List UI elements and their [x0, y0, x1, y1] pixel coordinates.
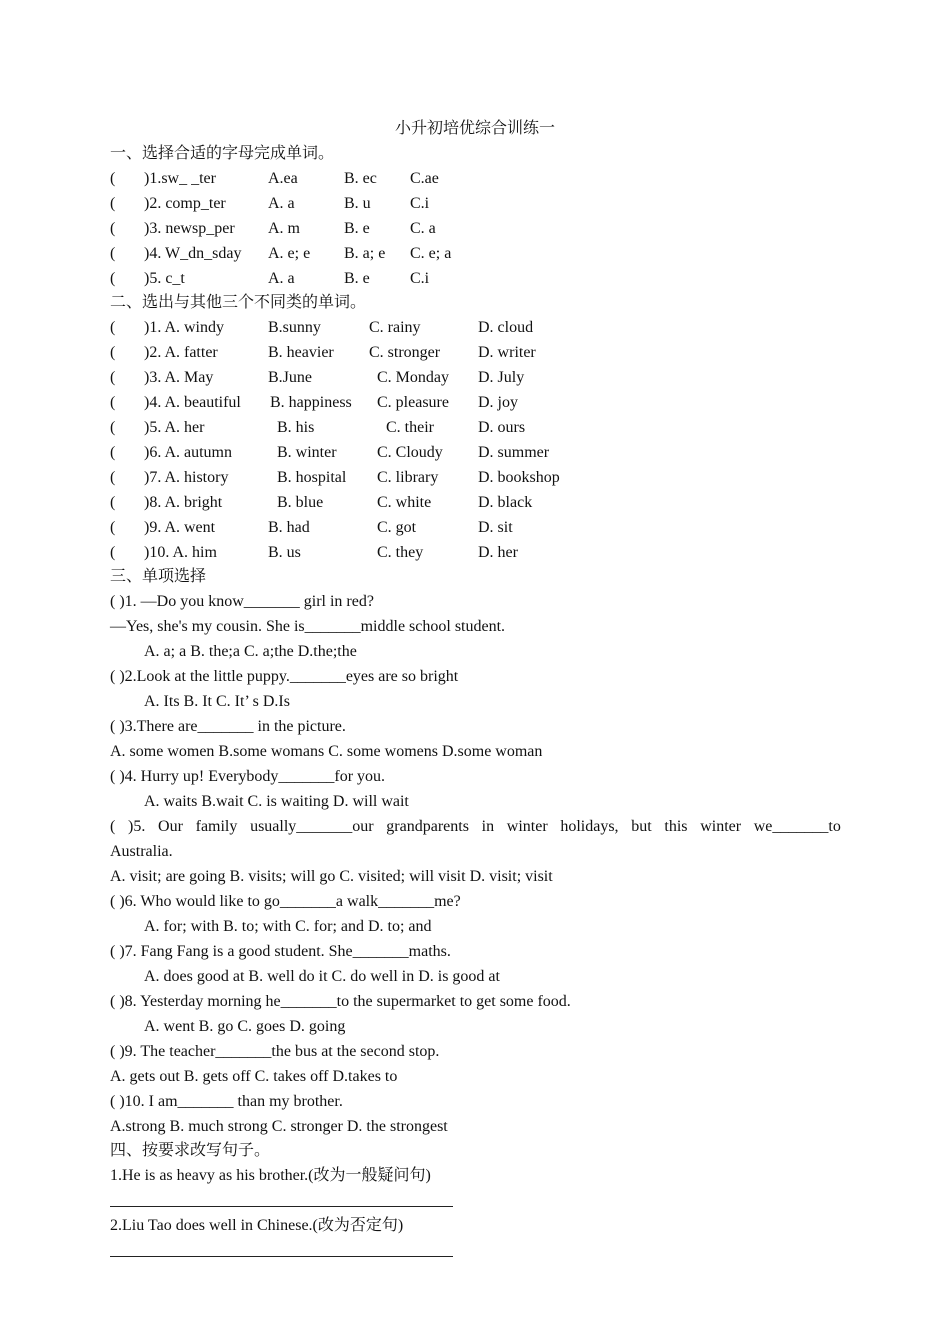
question-3-9-options: A. gets out B. gets off C. takes off D.takes to — [110, 1068, 398, 1085]
item-q: )2. comp_ter — [144, 195, 226, 212]
item-b: B. winter — [277, 444, 337, 461]
question-3-5-word: this — [664, 818, 688, 835]
item-b: B. happiness — [270, 394, 352, 411]
item-q: )10. A. him — [144, 544, 217, 561]
question-3-5-continued: Australia. — [110, 843, 173, 860]
question-3-1-options: A. a; a B. the;a C. a;the D.the;the — [144, 643, 357, 660]
item-b: B. blue — [277, 494, 324, 511]
item-b: B.sunny — [268, 319, 321, 336]
item-q: )5. A. her — [144, 419, 205, 436]
item-q: )3. newsp_per — [144, 220, 235, 237]
question-3-1-reply: —Yes, she's my cousin. She is_______middle school student. — [110, 618, 506, 635]
item-c: C. got — [377, 519, 417, 536]
item-q: )3. A. May — [144, 369, 214, 386]
question-3-5-options: A. visit; are going B. visits; will go C. visited; will visit D. visit; visit — [110, 868, 553, 885]
item-c: C. e; a — [410, 245, 452, 262]
answer-blank[interactable]: ( — [110, 544, 116, 561]
item-d: D. writer — [478, 344, 536, 361]
item-b: B. ec — [344, 170, 377, 187]
item-c: C. a — [410, 220, 436, 237]
item-b: B. hospital — [277, 469, 347, 486]
item-d: D. ours — [478, 419, 526, 436]
question-3-5-word: winter — [700, 818, 742, 835]
item-b: B.June — [268, 369, 312, 386]
item-b: B. e — [344, 270, 370, 287]
question-3-5-word: holidays, — [560, 818, 619, 835]
item-a: A. e; e — [268, 245, 311, 262]
answer-blank[interactable]: ( — [110, 319, 116, 336]
answer-blank[interactable]: ( — [110, 444, 116, 461]
question-3-5-word: )5. — [128, 818, 146, 835]
answer-blank[interactable]: ( — [110, 469, 116, 486]
question-3-3: ( )3.There are_______ in the picture. — [110, 718, 346, 735]
item-q: )4. A. beautiful — [144, 394, 241, 411]
question-3-10: ( )10. I am_______ than my brother. — [110, 1093, 343, 1110]
item-d: D. joy — [478, 394, 518, 411]
item-c: C. rainy — [369, 319, 421, 336]
item-c: C. stronger — [369, 344, 441, 361]
item-q: )5. c_t — [144, 270, 185, 287]
answer-line-1[interactable] — [110, 1206, 453, 1207]
question-3-8-options: A. went B. go C. goes D. going — [144, 1018, 346, 1035]
item-b: B. heavier — [268, 344, 334, 361]
item-d: D. black — [478, 494, 533, 511]
answer-blank[interactable]: ( — [110, 494, 116, 511]
question-3-7: ( )7. Fang Fang is a good student. She_______maths. — [110, 943, 451, 960]
question-3-8: ( )8. Yesterday morning he_______to the supermarket to get some food. — [110, 993, 571, 1010]
item-b: B. his — [277, 419, 315, 436]
item-c: C. Cloudy — [377, 444, 443, 461]
section2-heading: 二、选出与其他三个不同类的单词。 — [110, 294, 367, 311]
question-3-5-word: we_______to — [753, 818, 841, 835]
item-a: A. a — [268, 270, 295, 287]
section4-heading: 四、按要求改写句子。 — [110, 1142, 271, 1159]
question-3-5-word: in — [481, 818, 495, 835]
item-q: )4. W_dn_sday — [144, 245, 242, 262]
item-q: )8. A. bright — [144, 494, 223, 511]
answer-blank[interactable]: ( — [110, 369, 116, 386]
page-title: 小升初培优综合训练一 — [394, 120, 555, 137]
question-3-5-word: family — [195, 818, 238, 835]
section1-heading: 一、选择合适的字母完成单词。 — [110, 145, 335, 162]
item-a: A. a — [268, 195, 295, 212]
answer-blank[interactable]: ( — [110, 419, 116, 436]
question-3-5-word: but — [631, 818, 652, 835]
item-b: B. a; e — [344, 245, 386, 262]
item-c: C. white — [377, 494, 432, 511]
question-3-5 — [110, 816, 841, 838]
answer-blank[interactable]: ( — [110, 344, 116, 361]
item-b: B. had — [268, 519, 310, 536]
answer-blank[interactable]: ( — [110, 245, 116, 262]
answer-blank[interactable]: ( — [110, 270, 116, 287]
item-c: C. their — [386, 419, 434, 436]
item-c: C. Monday — [377, 369, 449, 386]
question-3-2: ( )2.Look at the little puppy._______eyes are so bright — [110, 668, 459, 685]
item-d: D. bookshop — [478, 469, 560, 486]
question-3-5-word: Our — [158, 818, 183, 835]
item-a: A. m — [268, 220, 300, 237]
question-3-5-word: ( — [110, 818, 116, 835]
item-d: D. cloud — [478, 319, 534, 336]
answer-blank[interactable]: ( — [110, 519, 116, 536]
item-q: )1. A. windy — [144, 319, 224, 336]
question-3-10-options: A.strong B. much strong C. stronger D. the strongest — [110, 1118, 448, 1135]
item-d: D. summer — [478, 444, 550, 461]
section3-heading: 三、单项选择 — [110, 568, 207, 585]
question-3-9: ( )9. The teacher_______the bus at the second stop. — [110, 1043, 440, 1060]
item-d: D. sit — [478, 519, 513, 536]
item-q: )7. A. history — [144, 469, 229, 486]
item-c: C. library — [377, 469, 439, 486]
item-q: )1.sw_ _ter — [144, 170, 216, 187]
question-3-4-options: A. waits B.wait C. is waiting D. will wait — [144, 793, 409, 810]
item-q: )6. A. autumn — [144, 444, 232, 461]
item-c: C. they — [377, 544, 424, 561]
answer-blank[interactable]: ( — [110, 394, 116, 411]
answer-blank[interactable]: ( — [110, 195, 116, 212]
question-3-5-word: grandparents — [386, 818, 469, 835]
item-b: B. e — [344, 220, 370, 237]
question-3-2-options: A. Its B. It C. It’ s D.Is — [144, 693, 290, 710]
item-c: C.i — [410, 195, 430, 212]
item-c: C. pleasure — [377, 394, 449, 411]
item-q: )9. A. went — [144, 519, 216, 536]
answer-blank[interactable]: ( — [110, 170, 116, 187]
item-c: C.i — [410, 270, 430, 287]
question-3-5-word: usually_______our — [250, 818, 374, 835]
answer-line-2[interactable] — [110, 1256, 453, 1257]
question-3-6: ( )6. Who would like to go_______a walk_______me? — [110, 893, 461, 910]
rewrite-sentence-1: 1.He is as heavy as his brother.(改为一般疑问句) — [110, 1167, 431, 1184]
question-3-3-options: A. some women B.some womans C. some womens D.some woman — [110, 743, 543, 760]
item-d: D. July — [478, 369, 525, 386]
item-q: )2. A. fatter — [144, 344, 218, 361]
question-3-4: ( )4. Hurry up! Everybody_______for you. — [110, 768, 386, 785]
question-3-1: ( )1. —Do you know_______ girl in red? — [110, 593, 374, 610]
item-c: C.ae — [410, 170, 439, 187]
question-3-6-options: A. for; with B. to; with C. for; and D. to; and — [144, 918, 432, 935]
rewrite-sentence-2: 2.Liu Tao does well in Chinese.(改为否定句) — [110, 1217, 404, 1234]
question-3-7-options: A. does good at B. well do it C. do well in D. is good at — [144, 968, 500, 985]
question-3-5-word: winter — [506, 818, 548, 835]
item-a: A.ea — [268, 170, 298, 187]
item-b: B. us — [268, 544, 301, 561]
item-b: B. u — [344, 195, 371, 212]
answer-blank[interactable]: ( — [110, 220, 116, 237]
item-d: D. her — [478, 544, 518, 561]
